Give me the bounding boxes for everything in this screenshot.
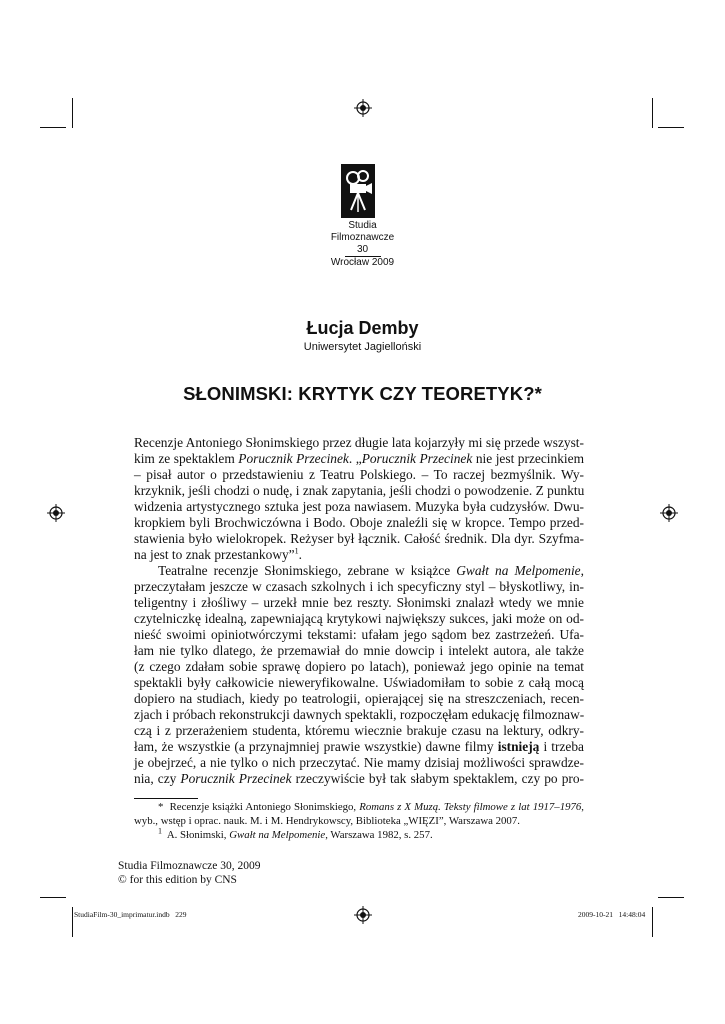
registration-mark-icon xyxy=(47,504,65,522)
film-camera-icon xyxy=(341,164,375,218)
text-line: zjach i próbach rekonstrukcji dawnych spektakli, rozpoczęłam edukację filmoznaw- xyxy=(134,707,585,722)
text-line: czą i z przerażeniem studenta, któremu wiecznie brakuje czasu na lektury, odkry- xyxy=(134,723,584,738)
text-line: kropkiem byli Brochwiczówna i Bodo. Oboje znaleźli się w kropce. Tempo przed- xyxy=(134,515,584,530)
footnote-ref: 1 xyxy=(294,546,299,556)
article-title: SŁONIMSKI: KRYTYK CZY TEORETYK?* xyxy=(183,383,542,404)
text-line: je obejrzeć, a nie tylko o nich przeczytać. Nie mamy dzisiaj możliwości sprawdze- xyxy=(134,755,584,770)
journal-name: Studia xyxy=(348,220,377,231)
text-line: – pisał autor o przedstawieniu z Teatru Polskiego. – To raczej bezmyślnik. Wy- xyxy=(134,467,584,482)
crop-mark xyxy=(658,127,684,128)
crop-mark xyxy=(72,907,73,937)
slug-timestamp: 2009-10-21 14:48:04 xyxy=(578,910,646,919)
journal-name: Filmoznawcze xyxy=(330,232,395,243)
text-line: przeczytałam jeszcze w czasach szkolnych i ich specyficzny styl – błyskotliwy, in- xyxy=(134,579,584,594)
text-line: spektakli były całkowicie nieweryfikowalne. Uświadomiłam to sobie z całą mocą xyxy=(134,675,584,690)
crop-mark xyxy=(652,98,653,128)
text-line: nieść swoimi opiniotwórczymi tekstami: ufałam jego sądom bez zastrzeżeń. Ufa- xyxy=(134,627,584,642)
author-affiliation: Uniwersytet Jagielloński xyxy=(303,341,422,353)
text-line: łam, że wszystkie (a przynajmniej prawie wszystkie) dawne filmy istnieją i trzeba xyxy=(134,739,584,754)
text-line: nia, czy Porucznik Przecinek rzeczywiście był tak słabym spektaklem, czy po pro- xyxy=(134,771,584,786)
crop-mark xyxy=(72,98,73,128)
journal-volume: 30 xyxy=(356,244,369,255)
footnote-divider xyxy=(134,798,198,799)
footer-copyright: © for this edition by CNS xyxy=(118,874,237,886)
text-line: (z czego zdałam sobie sprawę dopiero po latach), ponieważ jego opinie na temat xyxy=(134,659,584,674)
page-footer xyxy=(118,859,260,887)
footnote: * Recenzje książki Antoniego Słonimskiego, Romans z X Muzą. Teksty filmowe z lat 1917–1976, xyxy=(158,801,584,813)
crop-mark xyxy=(658,897,684,898)
registration-mark-icon xyxy=(354,99,372,117)
journal-info xyxy=(300,220,425,269)
text-line: krzyknik, jeśli chodzi o nudę, i znak zapytania, jeśli chodzi o powodzenie. Z punktu xyxy=(134,483,585,498)
text-line: Teatralne recenzje Słonimskiego, zebrane w książce Gwałt na Melpomenie, xyxy=(158,563,584,578)
registration-mark-icon xyxy=(354,906,372,924)
text-line: stawienia było wielokropek. Reżyser był łącznik. Całość średnik. Dla dyr. Szyfma- xyxy=(134,531,584,546)
journal-logo xyxy=(341,164,375,218)
footnote: $^1$ A. Słonimski, Gwałt na Melpomenie, Warszawa 1982, s. 257. xyxy=(158,826,433,841)
text-line: dopiero na studiach, kiedy po teatrologii, opierającej się na streszczeniach, recen- xyxy=(134,691,584,706)
text-line: Recenzje Antoniego Słonimskiego przez długie lata kojarzyły mi się przede wszyst- xyxy=(134,435,584,450)
footer-journal: Studia Filmoznawcze 30, 2009 xyxy=(118,860,261,872)
crop-mark xyxy=(40,127,66,128)
text-line: teligentny i złośliwy – urzekł mnie bez reszty. Słonimski znalazł wtedy we mnie xyxy=(134,595,584,610)
journal-place-year: Wrocław 2009 xyxy=(330,257,395,268)
text-line: łam nie tylko dlatego, że przemawiał do mnie dowcip i intelekt autora, ale także xyxy=(134,643,584,658)
author-name: Łucja Demby xyxy=(306,318,419,338)
text-line: na jest to znak przestankowy”$^1$. xyxy=(134,546,302,562)
registration-mark-icon xyxy=(660,504,678,522)
footnote: wyb., wstęp i oprac. nauk. M. i M. Hendrykowscy, Biblioteka „WIĘZI”, Warszawa 2007. xyxy=(134,815,520,827)
text-line: czytelniczkę idealną, zapewniającą krytykowi największy sukces, jaki może on od- xyxy=(134,611,584,626)
crop-mark xyxy=(652,907,653,937)
crop-mark xyxy=(40,897,66,898)
slug-file-info: StudiaFilm-30_imprimatur.indb 229 xyxy=(74,910,187,919)
text-line: widzenia artystycznego sztuka jest poza nawiasem. Muzyka była cudzysłów. Dwu- xyxy=(134,499,584,514)
text-line: kim ze spektaklem Porucznik Przecinek. „Porucznik Przecinek nie jest przecinkiem xyxy=(134,451,584,466)
